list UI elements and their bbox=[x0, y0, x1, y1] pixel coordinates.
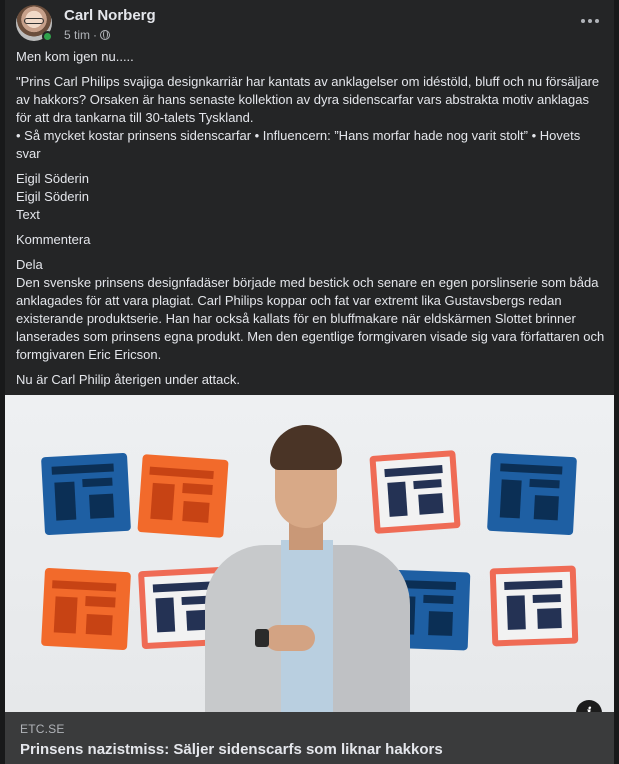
more-horizontal-icon bbox=[581, 19, 585, 23]
post-header bbox=[16, 5, 601, 45]
scarf-image bbox=[487, 453, 577, 535]
avatar-glasses bbox=[24, 18, 44, 24]
post-quote-block bbox=[16, 73, 606, 163]
post-body: Den svenske prinsens designfadäser började med bestick och senare en egen porslinserie som båda anklagades för att vara plagiat. Carl Philips koppar och fat var extremt lika Gustavsbergs redan existerande produktserie. Han har också kallats för en bluffmakare när eldskärmen Slottet brinner lanserades som prinsens egna produkt. Men den egentlige formgivaren visade sig vara författaren och formgivaren Eric Ericson. bbox=[16, 275, 605, 362]
more-dot bbox=[588, 19, 592, 23]
post-bullets: • Så mycket kostar prinsens sidenscarfar • Influencern: ”Hans morfar hade nog varit stolt” • Hovets svar bbox=[16, 128, 581, 161]
link-headline[interactable]: Prinsens nazistmiss: Säljer sidenscarfs som liknar hakkors bbox=[20, 741, 443, 758]
link-domain: ETC.SE bbox=[20, 722, 65, 736]
kommentera-text: Kommentera bbox=[16, 232, 91, 247]
more-dot bbox=[595, 19, 599, 23]
byline-line: Eigil Söderin bbox=[16, 171, 89, 186]
post-quote: "Prins Carl Philips svajiga designkarriär har kantats av anklagelser om idéstöld, bluff och nu försäljare av hakkors? Orsaken är hans senaste kollektion av dyra sidenscarfar vars abstrakta motiv anklagas för att dra tankarna till 30-talets Tyskland. bbox=[16, 74, 600, 125]
dela-text: Dela bbox=[16, 257, 43, 272]
globe-icon[interactable] bbox=[100, 30, 110, 40]
hand bbox=[265, 625, 315, 651]
byline-block bbox=[16, 170, 606, 224]
body-block bbox=[16, 256, 606, 364]
link-image[interactable] bbox=[5, 395, 614, 712]
more-options-button[interactable] bbox=[576, 9, 604, 33]
post-intro: Men kom igen nu..... bbox=[16, 49, 134, 64]
post-closing: Nu är Carl Philip återigen under attack. bbox=[16, 372, 241, 387]
online-status-dot bbox=[42, 31, 53, 42]
post-card bbox=[5, 0, 614, 764]
scarf-image bbox=[41, 568, 131, 650]
post-text bbox=[16, 48, 606, 396]
person-photo bbox=[205, 425, 405, 712]
byline-line: Text bbox=[16, 207, 40, 222]
byline-line: Eigil Söderin bbox=[16, 189, 89, 204]
author-name[interactable]: Carl Norberg bbox=[64, 7, 156, 24]
post-time[interactable]: 5 tim bbox=[64, 28, 91, 42]
watch bbox=[255, 629, 269, 647]
post-meta bbox=[64, 28, 110, 42]
hair bbox=[270, 425, 342, 470]
meta-separator: · bbox=[93, 28, 98, 42]
scarf-image bbox=[41, 453, 131, 535]
link-preview[interactable] bbox=[5, 712, 614, 764]
scarf-image bbox=[490, 566, 579, 647]
